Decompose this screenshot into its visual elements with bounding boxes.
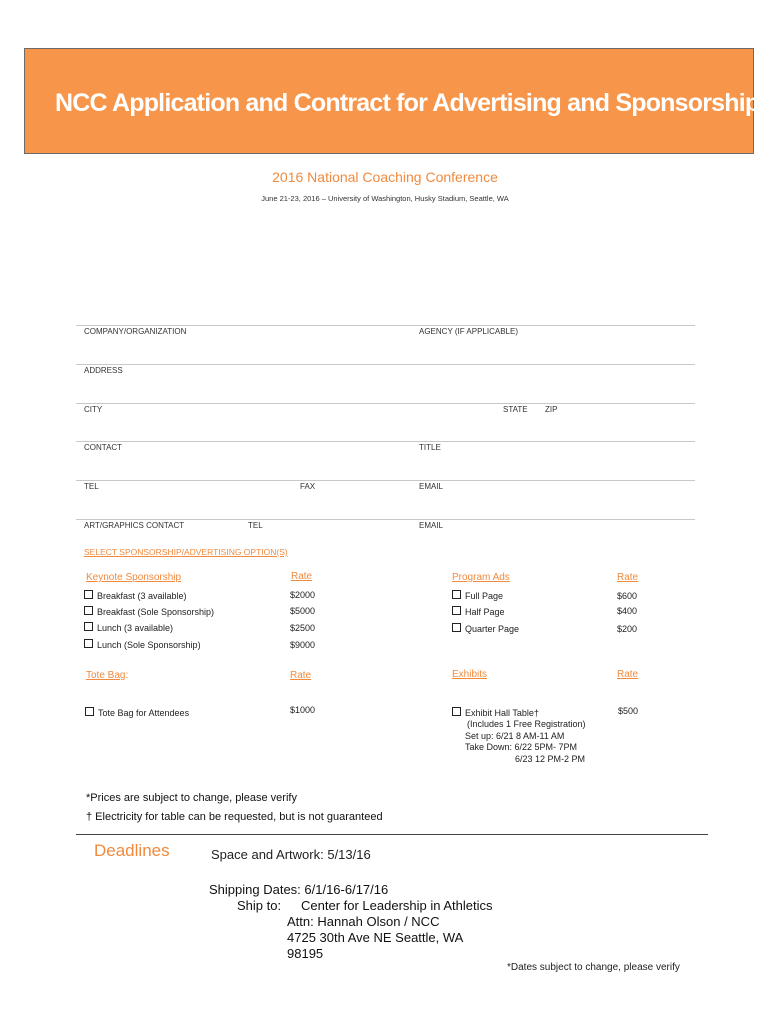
art-tel-field[interactable]: TEL: [248, 521, 263, 530]
form-line: [76, 519, 695, 520]
breakfast-3-checkbox[interactable]: [84, 590, 93, 599]
form-line: [76, 441, 695, 442]
contact-field[interactable]: CONTACT: [84, 443, 123, 452]
keynote-heading: Keynote Sponsorship: [86, 572, 182, 583]
divider: [76, 834, 708, 835]
exhibits-heading: Exhibits: [452, 669, 488, 680]
form-line: [76, 325, 695, 326]
form-line: [76, 403, 695, 404]
form-line: [76, 364, 695, 365]
program-ads-rate-heading: Rate: [617, 572, 639, 583]
tote-bag-checkbox[interactable]: [85, 707, 94, 716]
dates-note: *Dates subject to change, please verify: [507, 962, 680, 973]
tel-field[interactable]: TEL: [84, 482, 99, 491]
event-subtitle: 2016 National Coaching Conference: [272, 169, 498, 185]
option-rate: $500: [618, 706, 639, 716]
exhibit-table-checkbox[interactable]: [452, 707, 461, 716]
breakfast-sole-checkbox[interactable]: [84, 606, 93, 615]
space-artwork-deadline: Space and Artwork: 5/13/16: [211, 847, 371, 862]
ship-to-label: Ship to:: [237, 898, 282, 913]
art-email-field[interactable]: EMAIL: [419, 521, 444, 530]
select-options-heading: SELECT SPONSORSHIP/ADVERTISING OPTION(S): [84, 547, 288, 557]
exhibit-detail: Take Down: 6/22 5PM- 7PM: [465, 742, 578, 752]
lunch-3-checkbox[interactable]: [84, 622, 93, 631]
fax-field[interactable]: FAX: [300, 482, 316, 491]
event-dates: June 21-23, 2016 – University of Washington, Husky Stadium, Seattle, WA: [261, 194, 509, 203]
city-field[interactable]: CITY: [84, 405, 103, 414]
company-field[interactable]: COMPANY/ORGANIZATION: [84, 327, 187, 336]
option-rate: $2500: [290, 623, 316, 633]
page-title: NCC Application and Contract for Advertising and Sponsorship: [55, 89, 760, 117]
electricity-note: † Electricity for table can be requested, but is not guaranteed: [86, 811, 383, 823]
option-label: Quarter Page: [465, 624, 520, 634]
option-rate: $600: [617, 591, 638, 601]
ship-to-line: 98195: [287, 946, 324, 961]
state-field[interactable]: STATE: [503, 405, 528, 414]
option-label: Lunch (Sole Sponsorship): [97, 640, 201, 650]
option-rate: $5000: [290, 606, 316, 616]
full-page-checkbox[interactable]: [452, 590, 461, 599]
program-ads-heading: Program Ads: [452, 572, 510, 583]
zip-field[interactable]: ZIP: [545, 405, 558, 414]
option-rate: $400: [617, 606, 638, 616]
form-line: [76, 480, 695, 481]
email-field[interactable]: EMAIL: [419, 482, 444, 491]
option-label: Tote Bag for Attendees: [98, 708, 190, 718]
deadlines-heading: Deadlines: [94, 841, 170, 860]
keynote-rate-heading: Rate: [291, 571, 313, 582]
ship-to-line: Center for Leadership in Athletics: [301, 898, 493, 913]
tote-rate-heading: Rate: [290, 670, 312, 681]
art-contact-field[interactable]: ART/GRAPHICS CONTACT: [84, 521, 185, 530]
ship-to-line: 4725 30th Ave NE Seattle, WA: [287, 930, 464, 945]
option-rate: $9000: [290, 640, 316, 650]
header-banner: [24, 48, 760, 154]
title-field[interactable]: TITLE: [419, 443, 441, 452]
ship-to-line: Attn: Hannah Olson / NCC: [287, 914, 440, 929]
address-field[interactable]: ADDRESS: [84, 366, 123, 375]
half-page-checkbox[interactable]: [452, 606, 461, 615]
agency-field[interactable]: AGENCY (IF APPLICABLE): [419, 327, 518, 336]
shipping-dates: Shipping Dates: 6/1/16-6/17/16: [209, 882, 389, 897]
prices-note: *Prices are subject to change, please verify: [86, 792, 297, 804]
tote-bag-heading: Tote Bag:: [86, 670, 129, 681]
option-label: Breakfast (3 available): [97, 591, 187, 601]
option-rate: $1000: [290, 705, 316, 715]
option-label: Full Page: [465, 591, 504, 601]
option-label: Lunch (3 available): [97, 623, 174, 633]
lunch-sole-checkbox[interactable]: [84, 639, 93, 648]
option-label: Half Page: [465, 607, 505, 617]
option-label: Breakfast (Sole Sponsorship): [97, 607, 215, 617]
exhibit-detail: (Includes 1 Free Registration): [467, 719, 586, 729]
exhibit-detail: Set up: 6/21 8 AM-11 AM: [465, 731, 565, 741]
exhibit-detail: 6/23 12 PM-2 PM: [515, 754, 586, 764]
option-rate: $2000: [290, 590, 316, 600]
quarter-page-checkbox[interactable]: [452, 623, 461, 632]
option-rate: $200: [617, 624, 638, 634]
exhibits-rate-heading: Rate: [617, 669, 639, 680]
option-label: Exhibit Hall Table†: [465, 708, 539, 718]
